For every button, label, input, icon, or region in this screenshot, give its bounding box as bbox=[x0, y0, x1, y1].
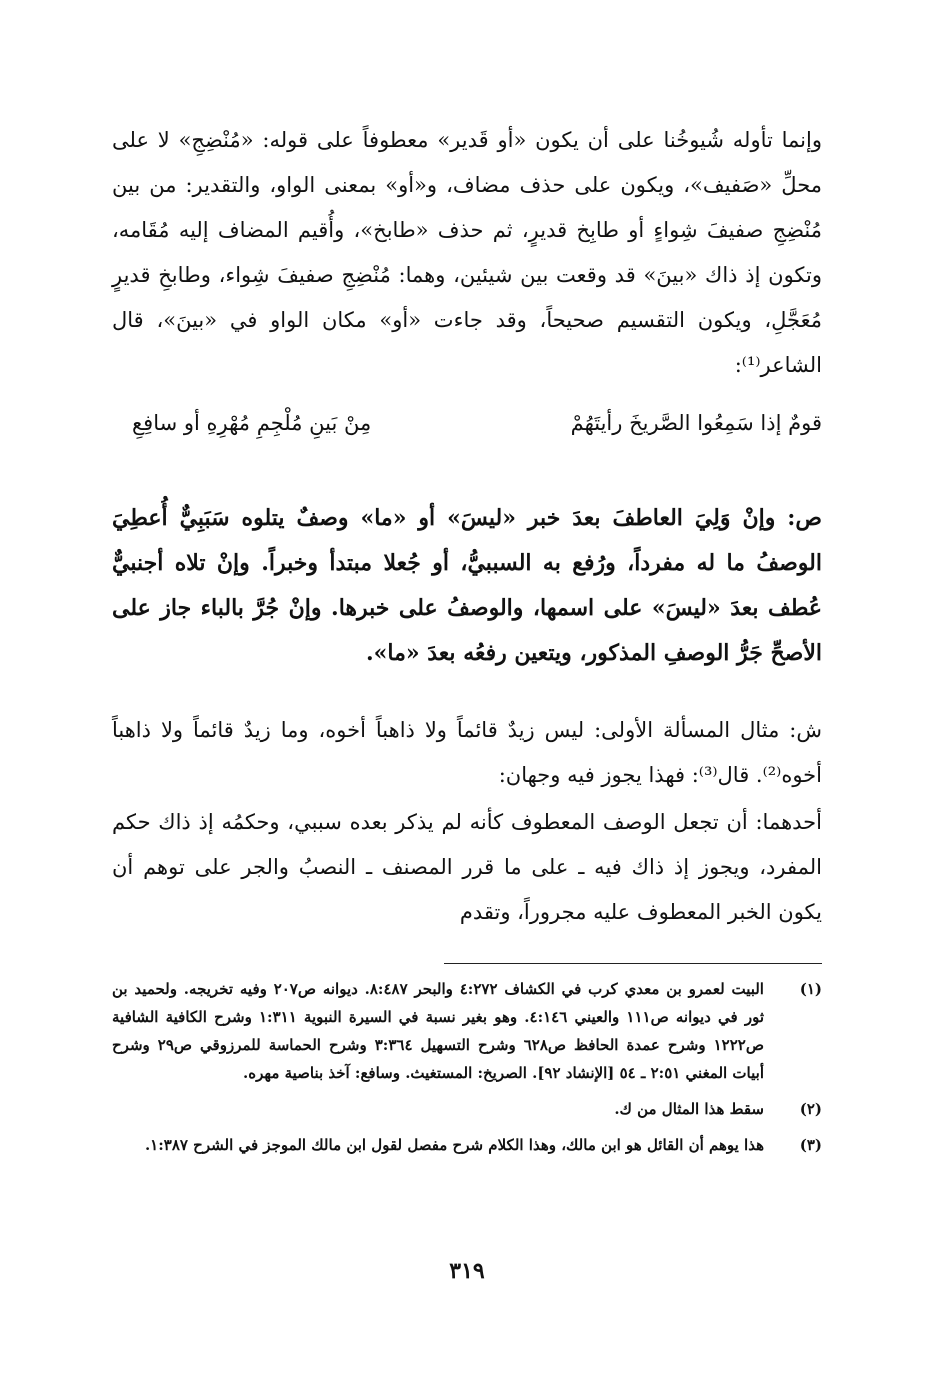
explanation-paragraph: أحدهما: أن تجعل الوصف المعطوف كأنه لم يذكر بعده سببي، وحكمُه إذ ذاك حكم المفرد، ويجوز إذ ذاك فيه ـ على ما قرر المصنف ـ النصبُ والجر على توهم أن يكون الخبر المعطوف عليه مجروراً، وتقدم bbox=[112, 810, 822, 924]
footnote-divider bbox=[444, 963, 822, 964]
commentary-paragraph: وإنما تأوله شُيوخُنا على أن يكون «أو قَدير» معطوفاً على قوله: «مُنْضِجِ» لا على محلِّ «صَفيف»، ويكون على حذف مضاف، و«أو» بمعنى الواو، والتقدير: من بين مُنْضِجِ صفيفَ شِواءٍ أو طابِخ قديرٍ، ثم حذف «طابخ»، وأُقيم المضاف إليه مُقَامه، وتكون إذ ذاك «بينَ» قد وقعت بين شيئين، وهما: مُنْضِجِ صفيفَ شِواء، وطابخِ قديرٍ مُعَجَّلِ، ويكون التقسيم صحيحاً، وقد جاءت «أو» مكان الواو في «بينَ»، قال الشاعر⁽¹⁾: bbox=[112, 128, 822, 377]
book-page bbox=[112, 118, 822, 1298]
footnote-number: (١) bbox=[799, 980, 822, 998]
footnote-item bbox=[112, 1131, 822, 1159]
verse-first-hemistich: قومٌ إذا سَمِعُوا الصَّريخَ رأيتَهُمْ bbox=[570, 411, 822, 435]
sharh-paragraph: ش: مثال المسألة الأولى: ليس زيدٌ قائماً ولا ذاهباً أخوه، وما زيدٌ قائماً ولا ذاهباً أخوه⁽²⁾. قال⁽³⁾: فهذا يجوز فيه وجهان: bbox=[112, 718, 823, 787]
footnote-number: (٢) bbox=[799, 1100, 822, 1118]
verse-second-hemistich: مِنْ بَينِ مُلْجِمِ مُهْرِهِ أو سافِعِ bbox=[132, 411, 372, 435]
page-number: ٣١٩ bbox=[449, 1258, 485, 1284]
footnote-item bbox=[112, 1095, 822, 1123]
footnote-text: سقط هذا المثال من ك. bbox=[614, 1100, 764, 1118]
matn-paragraph: ص: وإنْ وَلِيَ العاطفَ بعدَ خبر «ليسَ» أو «ما» وصفٌ يتلوه سَبَبِيٌّ أُعطِيَ الوصفُ ما له مفرداً، ورُفع به السببيُّ، أو جُعلا مبتدأ وخبراً. وإنْ تلاه أجنبيٌّ عُطف بعدَ «ليسَ» على اسمها، والوصفُ على خبرها. وإنْ جُرَّ بالباء جاز على الأصحِّ جَرُّ الوصفِ المذكور، ويتعين رفعُه بعدَ «ما». bbox=[112, 505, 822, 666]
footnote-number: (٣) bbox=[799, 1136, 822, 1154]
poetry-verse bbox=[112, 401, 822, 446]
footnote-item bbox=[112, 975, 822, 1087]
footnote-text: هذا يوهم أن القائل هو ابن مالك، وهذا الكلام شرح مفصل لقول ابن مالك الموجز في الشرح ١:٣٨٧. bbox=[144, 1136, 764, 1154]
footnote-text: البيت لعمرو بن معدي كرب في الكشاف ٤:٢٧٢ والبحر ٨:٤٨٧. ديوانه ص٢٠٧ وفيه تخريجه. ولحميد بن ثور في ديوانه ص١١١ والعيني ٤:١٤٦. وهو بغير نسبة في السيرة النبوية ١:٣١١ وشرح الكافية الشافية ص١٢٢٢ وشرح عمدة الحافظ ص٦٢٨ وشرح التسهيل ٣:٣٦٤ وشرح الحماسة للمرزوقي ص٢٩ وشرح أبيات المغني ٢:٥١ ـ ٥٤ [الإنشاد ٩٢]. الصريخ: المستغيث. وسافع: آخذ بناصية مهره. bbox=[112, 980, 764, 1082]
footnotes-section bbox=[112, 975, 822, 1167]
